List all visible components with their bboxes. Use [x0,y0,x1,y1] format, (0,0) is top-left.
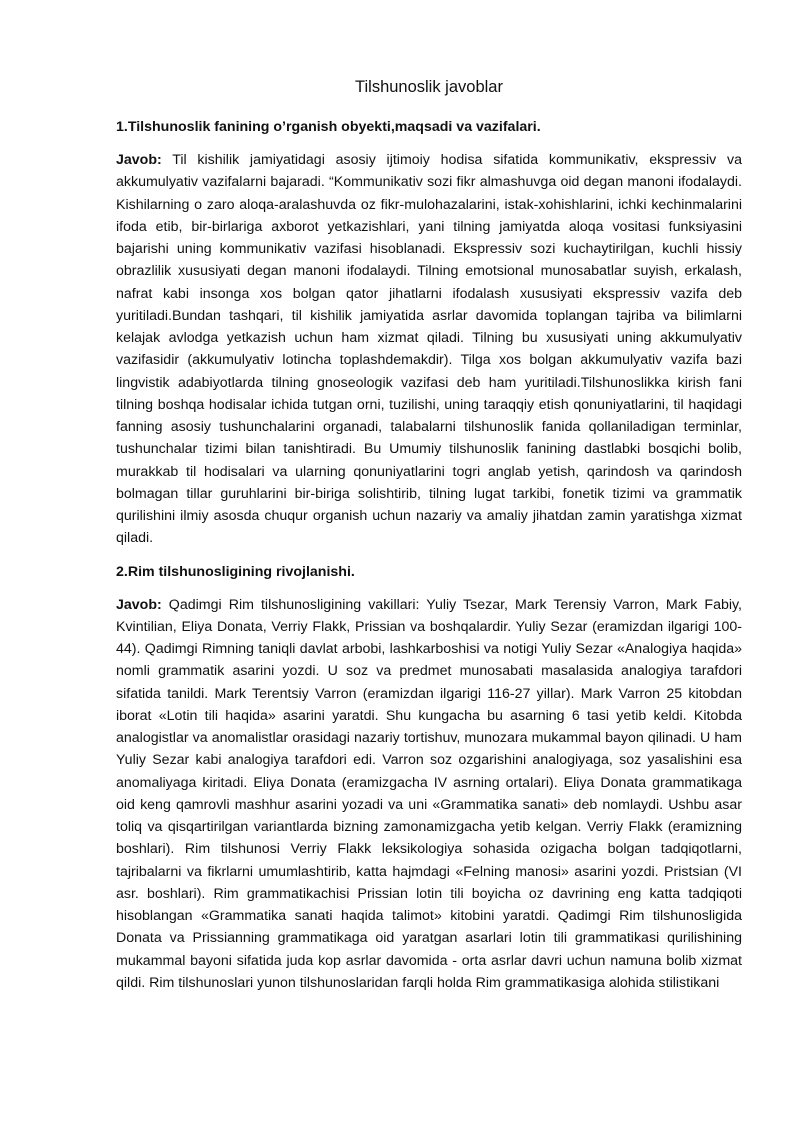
document-page [116,0,742,1063]
section-1-answer-label: Javob: [116,152,162,168]
section-2-heading: 2.Rim tilshunosligining rivojlanishi. [116,563,355,580]
section-1-answer [116,149,742,550]
section-1-answer-text: Til kishilik jamiyatidagi asosiy ijtimoiy hodisa sifatida kommunikativ, ekspressiv va akkumulyativ vazifalarni bajaradi. “Kommunikativ sozi fikr almashuvga oid degan manoni ifodalaydi. Kishilarning o zaro aloqa-aralashuvda oz fikr-mulohazalarini, istak-xohishlarini, ichki kechinmalarini ifoda etib, bir-birlariga axborot yetkazishlari, yani tilning jamiyatda aloqa vositasi funksiyasini bajarishi uning kommunikativ vazifasi hisoblanadi. Ekspressiv sozi kuchaytirilgan, kuchli hissiy obrazlilik xususiyati degan manoni ifodalaydi. Tilning emotsional munosabatlar suyish, erkalash, nafrat kabi insonga xos bolgan qator jihatlarni ifodalash xususiyati ekspressiv vazifa deb yuritiladi.Bundan tashqari, til kishilik jamiyatida asrlar davomida toplangan tajriba va bilimlarni kelajak avlodga yetkazish uchun ham xizmat qiladi. Tilning bu xususiyati uning akkumulyativ vazifasidir (akkumulyativ lotincha toplashdemakdir). Tilga xos bolgan akkumulyativ vazifa bazi lingvistik adabiyotlarda tilning gnoseologik vazifasi deb ham yuritiladi.Tilshunoslikka kirish fani tilning boshqa hodisalar ichida tutgan orni, tuzilishi, uning taraqqiy etish qonuniyatlarini, til haqidagi fanning asosiy tushunchalarini organadi, talabalarni tilshunoslik fanida qollaniladigan terminlar, tushunchalar tizimi bilan tanishtiradi. Bu Umumiy tilshunoslik fanining dastlabki bosqichi bolib, murakkab til hodisalari va ularning qonuniyatlarini togri anglab yetish, qarindosh va qarindosh bolmagan tillar guruhlarini bir-biriga solishtirib, tilning lugat tarkibi, fonetik tizimi va grammatik qurilishini ilmiy asosda chuqur organish uchun nazariy va amaliy jihatdan zamin yaratishga xizmat qiladi. [116,152,742,547]
section-2-answer [116,594,742,995]
document-body [116,116,742,1005]
section-2-answer-text: Qadimgi Rim tilshunosligining vakillari: Yuliy Tsezar, Mark Terensiy Varron, Mark Fabiy, Kvintilian, Eliya Donata, Verriy Flakk, Prissian va boshqalardir. Yuliy Sezar (eramizdan ilgarigi 100-44). Qadimgi Rimning taniqli davlat arbobi, lashkarboshisi va notigi Yuliy Sezar «Analogiya haqida» nomli grammatik asarini yozdi. U soz va predmet munosabati masalasida analogiya tarafdori sifatida tanildi. Mark Terentsiy Varron (eramizdan ilgarigi 116-27 yillar). Mark Varron 25 kitobdan iborat «Lotin tili haqida» asarini yaratdi. Shu kungacha bu asarning 6 tasi yetib keldi. Kitobda analogistlar va anomalistlar orasidagi nazariy tortishuv, munozara mukammal bayon qilinadi. U ham Yuliy Sezar kabi analogiya tarafdori edi. Varron soz ozgarishini analogiyaga, soz yasalishini esa anomaliyaga kiritadi. Eliya Donata (eramizgacha IV asrning ortalari). Eliya Donata grammatikaga oid keng qamrovli mashhur asarini yozadi va uni «Grammatika sanati» deb nomlaydi. Ushbu asar toliq va qisqartirilgan variantlarda bizning zamonamizgacha yetib kelgan. Verriy Flakk (eramizning boshlari). Rim tilshunosi Verriy Flakk leksikologiya sohasida ozigacha bolgan tadqiqotlarni, tajribalarni va fikrlarni umumlashtirib, katta hajmdagi «Felning manosi» asarini yozdi. Pristsian (VI asr. boshlari). Rim grammatikachisi Prissian lotin tili boyicha oz davrining eng katta tadqiqoti hisoblangan «Grammatika sanati haqida talimot» kitobini yaratdi. Qadimgi Rim tilshunosligida Donata va Prissianning grammatikaga oid yaratgan asarlari lotin tili grammatikasi qurilishining mukammal bayoni sifatida juda kop asrlar davomida - orta asrlar davri uchun namuna bolib xizmat qildi. Rim tilshunoslari yunon tilshunoslaridan farqli holda Rim grammatikasiga alohida stilistikani [116,596,742,991]
section-1-heading: 1.Tilshunoslik fanining o’rganish obyekti,maqsadi va vazifalari. [116,119,541,135]
document-title: Tilshunoslik javoblar [355,78,503,96]
section-2-answer-label: Javob: [116,596,162,613]
